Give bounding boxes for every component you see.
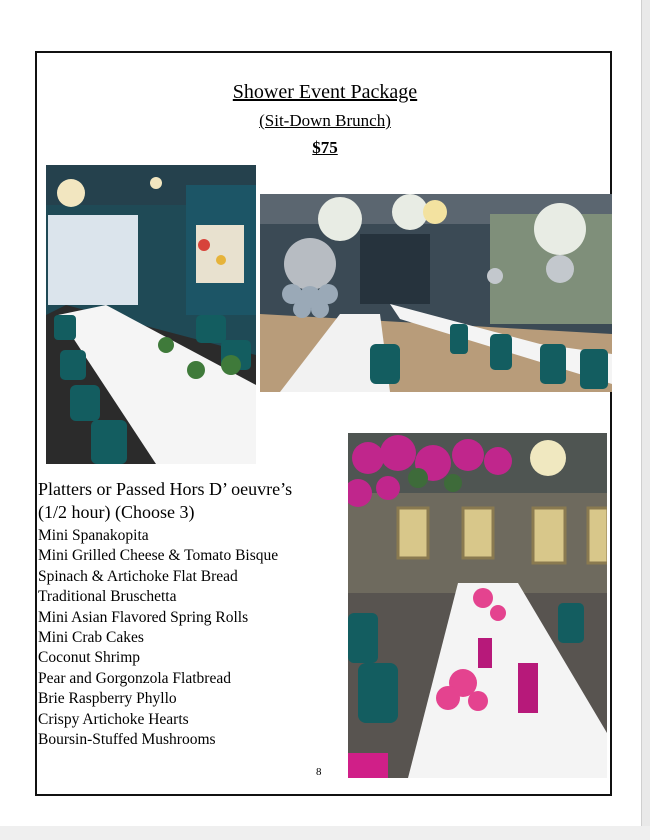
menu-item: Brie Raspberry Phyllo	[38, 690, 177, 708]
menu-item-list	[38, 526, 338, 750]
menu-item: Mini Asian Flavored Spring Rolls	[38, 608, 249, 626]
package-subtitle: (Sit-Down Brunch)	[259, 111, 391, 130]
menu-item: Pear and Gorgonzola Flatbread	[38, 669, 231, 687]
page-number: 8	[316, 766, 322, 778]
menu-item: Mini Grilled Cheese & Tomato Bisque	[38, 547, 279, 565]
package-header	[0, 82, 650, 156]
photo-balloon-room	[260, 194, 612, 392]
menu-item: Coconut Shrimp	[38, 649, 141, 667]
viewer-bottom-margin	[0, 826, 650, 840]
photo-dining-room-teal	[46, 165, 256, 464]
menu-subheading: (1/2 hour) (Choose 3)	[38, 502, 195, 522]
package-title: Shower Event Package	[232, 81, 418, 103]
photo-floral-room	[348, 433, 607, 778]
menu-item: Crispy Artichoke Hearts	[38, 710, 189, 728]
menu-item: Spinach & Artichoke Flat Bread	[38, 567, 238, 585]
hors-doeuvres-menu	[38, 478, 338, 750]
package-price: $75	[312, 138, 338, 157]
menu-item: Mini Spanakopita	[38, 527, 149, 544]
menu-heading: Platters or Passed Hors D’ oeuvre’s	[38, 479, 293, 499]
menu-item: Mini Crab Cakes	[38, 629, 144, 647]
menu-item: Boursin-Stuffed Mushrooms	[38, 731, 216, 749]
menu-item: Traditional Bruschetta	[38, 588, 177, 606]
